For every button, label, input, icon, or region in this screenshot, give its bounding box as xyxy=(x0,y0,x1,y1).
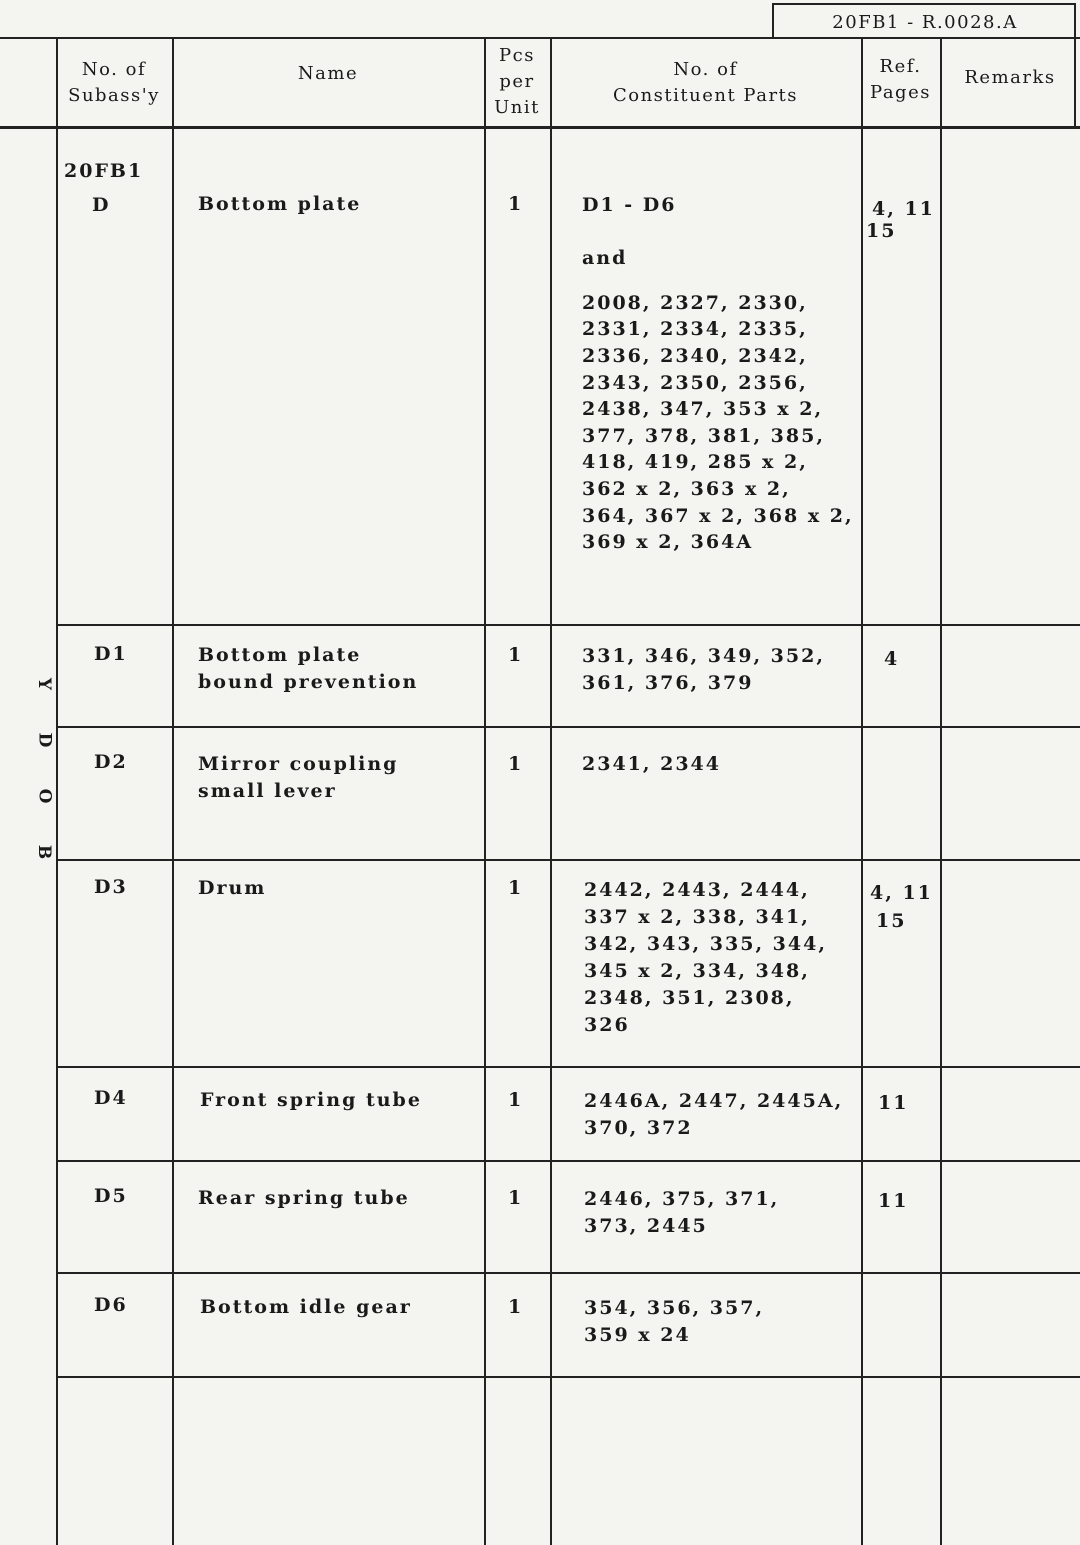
parts-line: 369 x 2, 364A xyxy=(582,531,754,554)
row-pcs: 1 xyxy=(508,193,524,215)
column-rule xyxy=(861,37,863,1545)
parts-line: 2446A, 2447, 2445A, xyxy=(584,1090,844,1112)
row-pcs: 1 xyxy=(508,1296,524,1318)
row-name-line: Mirror coupling xyxy=(198,753,399,775)
row-divider xyxy=(56,1272,1080,1274)
header-parts xyxy=(550,40,861,126)
row-ref xyxy=(884,646,899,673)
ref-line: 4, 11 xyxy=(872,198,935,220)
parts-line: 362 x 2, 363 x 2, xyxy=(582,477,791,500)
ref-line: 11 xyxy=(878,1190,909,1212)
parts-line: 2343, 2350, 2356, xyxy=(582,371,808,394)
row-name-line: Rear spring tube xyxy=(198,1187,410,1209)
parts-line: 345 x 2, 334, 348, xyxy=(584,960,810,982)
section-label-letter: Y xyxy=(33,677,54,691)
parts-line: 359 x 24 xyxy=(584,1324,691,1346)
parts-line: 2331, 2334, 2335, xyxy=(582,318,808,341)
section-label-body xyxy=(16,656,54,880)
row-subassy xyxy=(64,154,143,222)
row-pcs: 1 xyxy=(508,877,524,899)
row-ref xyxy=(866,194,935,246)
subassy-code: 20FB1 xyxy=(64,160,144,182)
parts-line: 418, 419, 285 x 2, xyxy=(582,451,808,474)
parts-line: 354, 356, 357, xyxy=(584,1297,765,1319)
row-name-line: Bottom plate xyxy=(198,193,362,215)
header-bottom-rule xyxy=(0,126,1080,129)
header-parts-line: No. of xyxy=(673,59,738,80)
row-divider xyxy=(56,726,1080,728)
header-name-label: Name xyxy=(297,63,359,84)
section-label-letter: O xyxy=(34,788,54,804)
parts-line: 2348, 351, 2308, xyxy=(584,987,795,1009)
row-divider xyxy=(56,859,1080,861)
parts-line: 373, 2445 xyxy=(584,1215,708,1237)
row-divider xyxy=(56,1066,1080,1068)
parts-line: 337 x 2, 338, 341, xyxy=(584,906,810,928)
parts-line: and xyxy=(582,247,628,270)
row-name xyxy=(198,875,266,902)
header-parts-line: Constituent Parts xyxy=(612,85,799,106)
parts-line: 2442, 2443, 2444, xyxy=(584,879,810,901)
parts-line: D1 - D6 xyxy=(582,194,677,216)
parts-line: 361, 376, 379 xyxy=(582,672,754,694)
header-pcs xyxy=(484,38,550,126)
row-subassy: D6 xyxy=(94,1294,128,1316)
row-name-line: Bottom idle gear xyxy=(200,1296,412,1318)
row-subassy: D3 xyxy=(94,876,128,898)
subassy-code: D xyxy=(92,194,111,216)
row-name-line: Front spring tube xyxy=(200,1089,422,1111)
row-name-line: small lever xyxy=(198,780,337,802)
header-remarks-label: Remarks xyxy=(964,67,1056,88)
section-label-letter: B xyxy=(34,844,54,860)
row-parts xyxy=(584,877,827,1039)
row-name xyxy=(200,1087,422,1114)
row-name-line: bound prevention xyxy=(198,671,419,693)
parts-line: 377, 378, 381, 385, xyxy=(582,424,825,447)
header-name xyxy=(172,40,484,108)
row-parts xyxy=(584,1186,779,1240)
column-rule xyxy=(172,37,174,1545)
ref-line: 15 xyxy=(876,910,907,932)
row-name xyxy=(198,642,418,696)
ref-line: 11 xyxy=(878,1092,909,1114)
section-label-letter: D xyxy=(34,732,54,748)
row-subassy: D2 xyxy=(94,751,128,773)
parts-line: 2336, 2340, 2342, xyxy=(582,344,808,367)
row-parts xyxy=(582,643,825,697)
row-divider xyxy=(56,1376,1080,1378)
row-parts xyxy=(584,1295,764,1349)
parts-line: 364, 367 x 2, 368 x 2, xyxy=(582,504,854,527)
row-name xyxy=(198,751,398,805)
row-name-line: Bottom plate xyxy=(198,644,362,666)
header-remarks xyxy=(940,40,1080,116)
row-pcs: 1 xyxy=(508,1187,524,1209)
row-name-line: Drum xyxy=(198,877,267,899)
parts-line: 331, 346, 349, 352, xyxy=(582,645,825,667)
row-parts xyxy=(582,751,721,778)
ref-line: 15 xyxy=(866,220,897,242)
header-ref xyxy=(861,40,940,120)
parts-line: 326 xyxy=(584,1014,630,1036)
document-id: 20FB1 - R.0028.A xyxy=(772,3,1076,39)
parts-line: 2438, 347, 353 x 2, xyxy=(582,398,824,421)
row-name xyxy=(198,191,361,218)
parts-line: 370, 372 xyxy=(584,1117,693,1139)
parts-line xyxy=(582,272,854,290)
column-rule xyxy=(940,37,942,1545)
parts-line: 2341, 2344 xyxy=(582,753,721,775)
parts-line: 2446, 375, 371, xyxy=(584,1188,780,1210)
header-ref-line: Ref. xyxy=(879,56,922,77)
row-subassy: D4 xyxy=(94,1087,128,1109)
header-subassy xyxy=(56,40,172,126)
parts-line: 2008, 2327, 2330, xyxy=(582,291,808,314)
header-ref-line: Pages xyxy=(870,82,931,103)
row-ref xyxy=(878,1090,908,1117)
row-name xyxy=(198,1185,410,1212)
row-divider xyxy=(56,1160,1080,1162)
header-pcs-line: Pcs xyxy=(499,45,535,66)
row-parts xyxy=(582,192,854,556)
row-parts xyxy=(584,1088,843,1142)
row-name xyxy=(200,1294,412,1321)
row-pcs: 1 xyxy=(508,1089,524,1111)
row-subassy: D1 xyxy=(94,643,128,665)
row-divider xyxy=(56,624,1080,626)
header-pcs-line: per xyxy=(499,71,535,92)
row-ref xyxy=(870,879,933,935)
parts-line: 342, 343, 335, 344, xyxy=(584,933,827,955)
header-pcs-line: Unit xyxy=(494,97,540,118)
parts-line xyxy=(582,219,854,246)
row-pcs: 1 xyxy=(508,644,524,666)
column-rule xyxy=(550,37,552,1545)
header-subassy-line: No. of xyxy=(81,59,147,80)
header-subassy-line: Subass'y xyxy=(68,85,160,106)
column-rule xyxy=(484,37,486,1545)
row-ref xyxy=(878,1188,908,1215)
ref-line: 4, 11 xyxy=(870,882,933,904)
row-pcs: 1 xyxy=(508,753,524,775)
row-subassy: D5 xyxy=(94,1185,128,1207)
ref-line: 4 xyxy=(884,648,900,670)
